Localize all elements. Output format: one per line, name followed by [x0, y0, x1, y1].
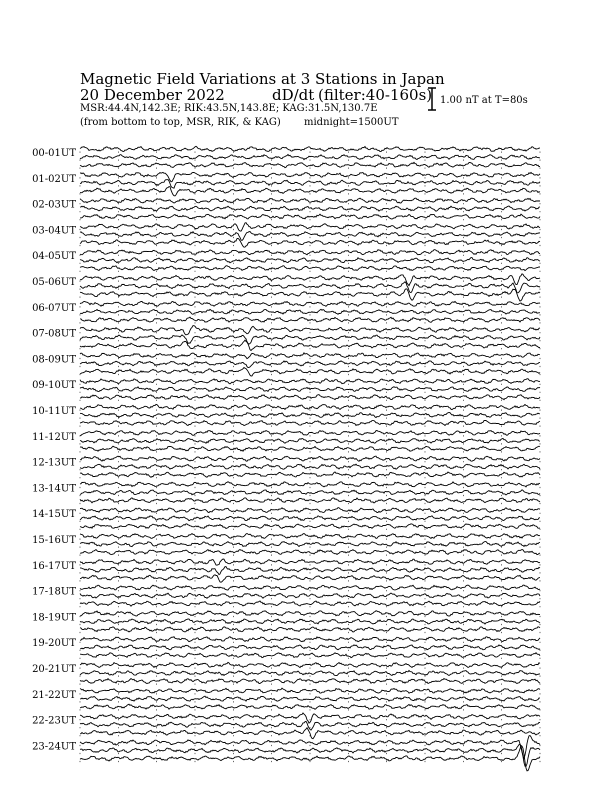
- trace-kag: [80, 637, 540, 642]
- trace-msr: [80, 162, 540, 167]
- minute-ticks-rik: [80, 701, 540, 702]
- trace-rik: [80, 593, 540, 598]
- minute-ticks-msr: [80, 709, 540, 710]
- minute-ticks-rik: [80, 392, 540, 393]
- trace-rik: [80, 619, 540, 624]
- minute-ticks-msr: [80, 503, 540, 504]
- trace-kag: [80, 431, 540, 436]
- station-coordinates: MSR:44.4N,142.3E; RIK:43.5N,143.8E; KAG:31.5N,130.7E: [80, 103, 378, 114]
- minute-ticks-msr: [80, 374, 540, 375]
- hour-label: 06-07UT: [32, 302, 76, 314]
- minute-ticks-msr: [80, 400, 540, 401]
- chart-date: 20 December 2022: [80, 86, 225, 104]
- minute-ticks-kag: [80, 306, 540, 307]
- trace-msr: [80, 421, 540, 426]
- hour-label: 16-17UT: [32, 560, 76, 572]
- minute-ticks-msr: [80, 168, 540, 169]
- minute-ticks-msr: [80, 632, 540, 633]
- trace-kag: [80, 508, 540, 513]
- minute-ticks-kag: [80, 564, 540, 565]
- minute-ticks-kag: [80, 668, 540, 669]
- minute-ticks-msr: [80, 322, 540, 323]
- minute-ticks-msr: [80, 606, 540, 607]
- hour-label: 20-21UT: [32, 664, 76, 675]
- trace-rik: [80, 180, 540, 189]
- hour-label: 12-13UT: [32, 457, 76, 469]
- minute-ticks-msr: [80, 529, 540, 530]
- minute-ticks-msr: [80, 684, 540, 685]
- filter-label: (filter:40-160s): [318, 86, 433, 104]
- minute-ticks-msr: [80, 658, 540, 659]
- hour-label: 14-15UT: [32, 509, 76, 521]
- trace-rik: [80, 282, 540, 293]
- trace-rik: [80, 309, 540, 314]
- minute-ticks-kag: [80, 435, 540, 436]
- minute-ticks-rik: [80, 237, 540, 238]
- minute-ticks-msr: [80, 735, 540, 736]
- minute-ticks-rik: [80, 211, 540, 212]
- trace-kag: [80, 688, 540, 693]
- minute-ticks-kag: [80, 384, 540, 385]
- trace-rik: [80, 155, 540, 160]
- hour-label: 11-12UT: [32, 431, 76, 443]
- minute-ticks-kag: [80, 513, 540, 514]
- minute-ticks-rik: [80, 521, 540, 522]
- minute-ticks-msr: [80, 477, 540, 478]
- minute-ticks-msr: [80, 580, 540, 581]
- minute-ticks-rik: [80, 727, 540, 728]
- hour-label: 22-23UT: [32, 715, 76, 727]
- trace-kag: [80, 482, 540, 487]
- minute-ticks-kag: [80, 616, 540, 617]
- minute-ticks-kag: [80, 203, 540, 204]
- trace-rik: [80, 232, 540, 241]
- minute-ticks-kag: [80, 358, 540, 359]
- hour-label: 23-24UT: [32, 741, 76, 753]
- trace-msr: [80, 214, 540, 219]
- hour-label: 17-18UT: [32, 586, 76, 598]
- minute-ticks-kag: [80, 281, 540, 282]
- hour-label: 02-03UT: [32, 199, 76, 211]
- hour-label: 09-10UT: [32, 380, 76, 392]
- minute-ticks-kag: [80, 745, 540, 746]
- minute-ticks-msr: [80, 271, 540, 272]
- midnight-note: midnight=1500UT: [304, 117, 399, 128]
- hour-label: 00-01UT: [32, 148, 76, 159]
- hour-label: 07-08UT: [32, 328, 76, 340]
- trace-msr: [80, 472, 540, 477]
- chart-title: Magnetic Field Variations at 3 Stations in Japan: [80, 70, 445, 88]
- trace-msr: [80, 550, 540, 555]
- minute-ticks-rik: [80, 650, 540, 651]
- trace-kag: [80, 713, 540, 723]
- minute-ticks-kag: [80, 255, 540, 256]
- trace-msr: [80, 704, 540, 709]
- minute-ticks-rik: [80, 495, 540, 496]
- trace-rik: [80, 413, 540, 418]
- station-order-note: (from bottom to top, MSR, RIK, & KAG): [80, 117, 281, 128]
- trace-kag: [80, 379, 540, 384]
- trace-rik: [80, 696, 540, 701]
- minute-ticks-msr: [80, 451, 540, 452]
- trace-kag: [80, 456, 540, 461]
- minute-ticks-rik: [80, 753, 540, 754]
- trace-kag: [80, 250, 540, 255]
- hour-label: 03-04UT: [32, 225, 76, 237]
- minute-ticks-rik: [80, 598, 540, 599]
- scale-label: 1.00 nT at T=80s: [440, 95, 528, 106]
- hour-label: 10-11UT: [32, 406, 76, 417]
- minute-ticks-msr: [80, 297, 540, 298]
- trace-kag: [80, 301, 540, 306]
- trace-msr: [80, 498, 540, 503]
- trace-rik: [80, 387, 540, 392]
- hour-label: 05-06UT: [32, 277, 76, 288]
- trace-kag: [80, 559, 540, 565]
- trace-rik: [80, 490, 540, 495]
- trace-rik: [80, 542, 540, 547]
- trace-rik: [80, 258, 540, 263]
- minute-ticks-kag: [80, 410, 540, 411]
- trace-msr: [80, 679, 540, 684]
- minute-ticks-rik: [80, 314, 540, 315]
- minute-ticks-kag: [80, 332, 540, 333]
- trace-rik: [80, 206, 540, 211]
- component-label: dD/dt: [272, 86, 315, 104]
- trace-msr: [80, 395, 540, 400]
- minute-ticks-rik: [80, 572, 540, 573]
- trace-kag: [80, 353, 540, 359]
- trace-msr: [80, 289, 540, 301]
- minute-ticks-rik: [80, 624, 540, 625]
- trace-kag: [80, 585, 540, 590]
- trace-kag: [80, 662, 540, 667]
- trace-rik: [80, 464, 540, 469]
- minute-ticks-kag: [80, 693, 540, 694]
- minute-ticks-kag: [80, 539, 540, 540]
- trace-rik: [80, 645, 540, 650]
- minute-ticks-rik: [80, 366, 540, 367]
- minute-ticks-kag: [80, 152, 540, 153]
- trace-msr: [80, 266, 540, 271]
- hour-label: 08-09UT: [32, 354, 76, 366]
- trace-kag: [80, 736, 540, 759]
- trace-kag: [80, 146, 540, 151]
- minute-ticks-kag: [80, 487, 540, 488]
- hour-label: 01-02UT: [32, 173, 76, 185]
- minute-ticks-msr: [80, 193, 540, 194]
- hour-label: 04-05UT: [32, 251, 76, 263]
- trace-kag: [80, 404, 540, 409]
- trace-kag: [80, 326, 540, 335]
- minute-ticks-rik: [80, 469, 540, 470]
- minute-ticks-kag: [80, 719, 540, 720]
- minute-ticks-rik: [80, 160, 540, 161]
- trace-msr: [80, 601, 540, 606]
- trace-msr: [80, 524, 540, 529]
- minute-ticks-kag: [80, 229, 540, 230]
- trace-kag: [80, 198, 540, 203]
- minute-ticks-kag: [80, 177, 540, 178]
- minute-ticks-rik: [80, 185, 540, 186]
- hour-label: 15-16UT: [32, 535, 76, 546]
- trace-msr: [80, 317, 540, 322]
- minute-ticks-rik: [80, 289, 540, 290]
- minute-ticks-msr: [80, 555, 540, 556]
- trace-msr: [80, 653, 540, 658]
- minute-ticks-rik: [80, 676, 540, 677]
- hour-label: 13-14UT: [32, 483, 76, 495]
- trace-rik: [80, 744, 540, 766]
- minute-ticks-msr: [80, 761, 540, 762]
- trace-rik: [80, 438, 540, 443]
- hour-label: 19-20UT: [32, 638, 76, 650]
- trace-rik: [80, 335, 540, 344]
- trace-msr: [80, 627, 540, 632]
- minute-ticks-msr: [80, 245, 540, 246]
- minute-ticks-rik: [80, 443, 540, 444]
- trace-kag: [80, 534, 540, 539]
- minute-ticks-rik: [80, 340, 540, 341]
- trace-rik: [80, 516, 540, 521]
- minute-ticks-msr: [80, 348, 540, 349]
- minute-ticks-rik: [80, 418, 540, 419]
- trace-kag: [80, 611, 540, 616]
- hour-label: 21-22UT: [32, 689, 76, 701]
- minute-ticks-rik: [80, 263, 540, 264]
- trace-msr: [80, 446, 540, 451]
- trace-rik: [80, 671, 540, 676]
- trace-kag: [80, 172, 540, 181]
- minute-ticks-msr: [80, 219, 540, 220]
- hour-label: 18-19UT: [32, 612, 76, 624]
- minute-ticks-rik: [80, 547, 540, 548]
- trace-msr: [80, 187, 540, 196]
- minute-ticks-msr: [80, 426, 540, 427]
- minute-ticks-kag: [80, 590, 540, 591]
